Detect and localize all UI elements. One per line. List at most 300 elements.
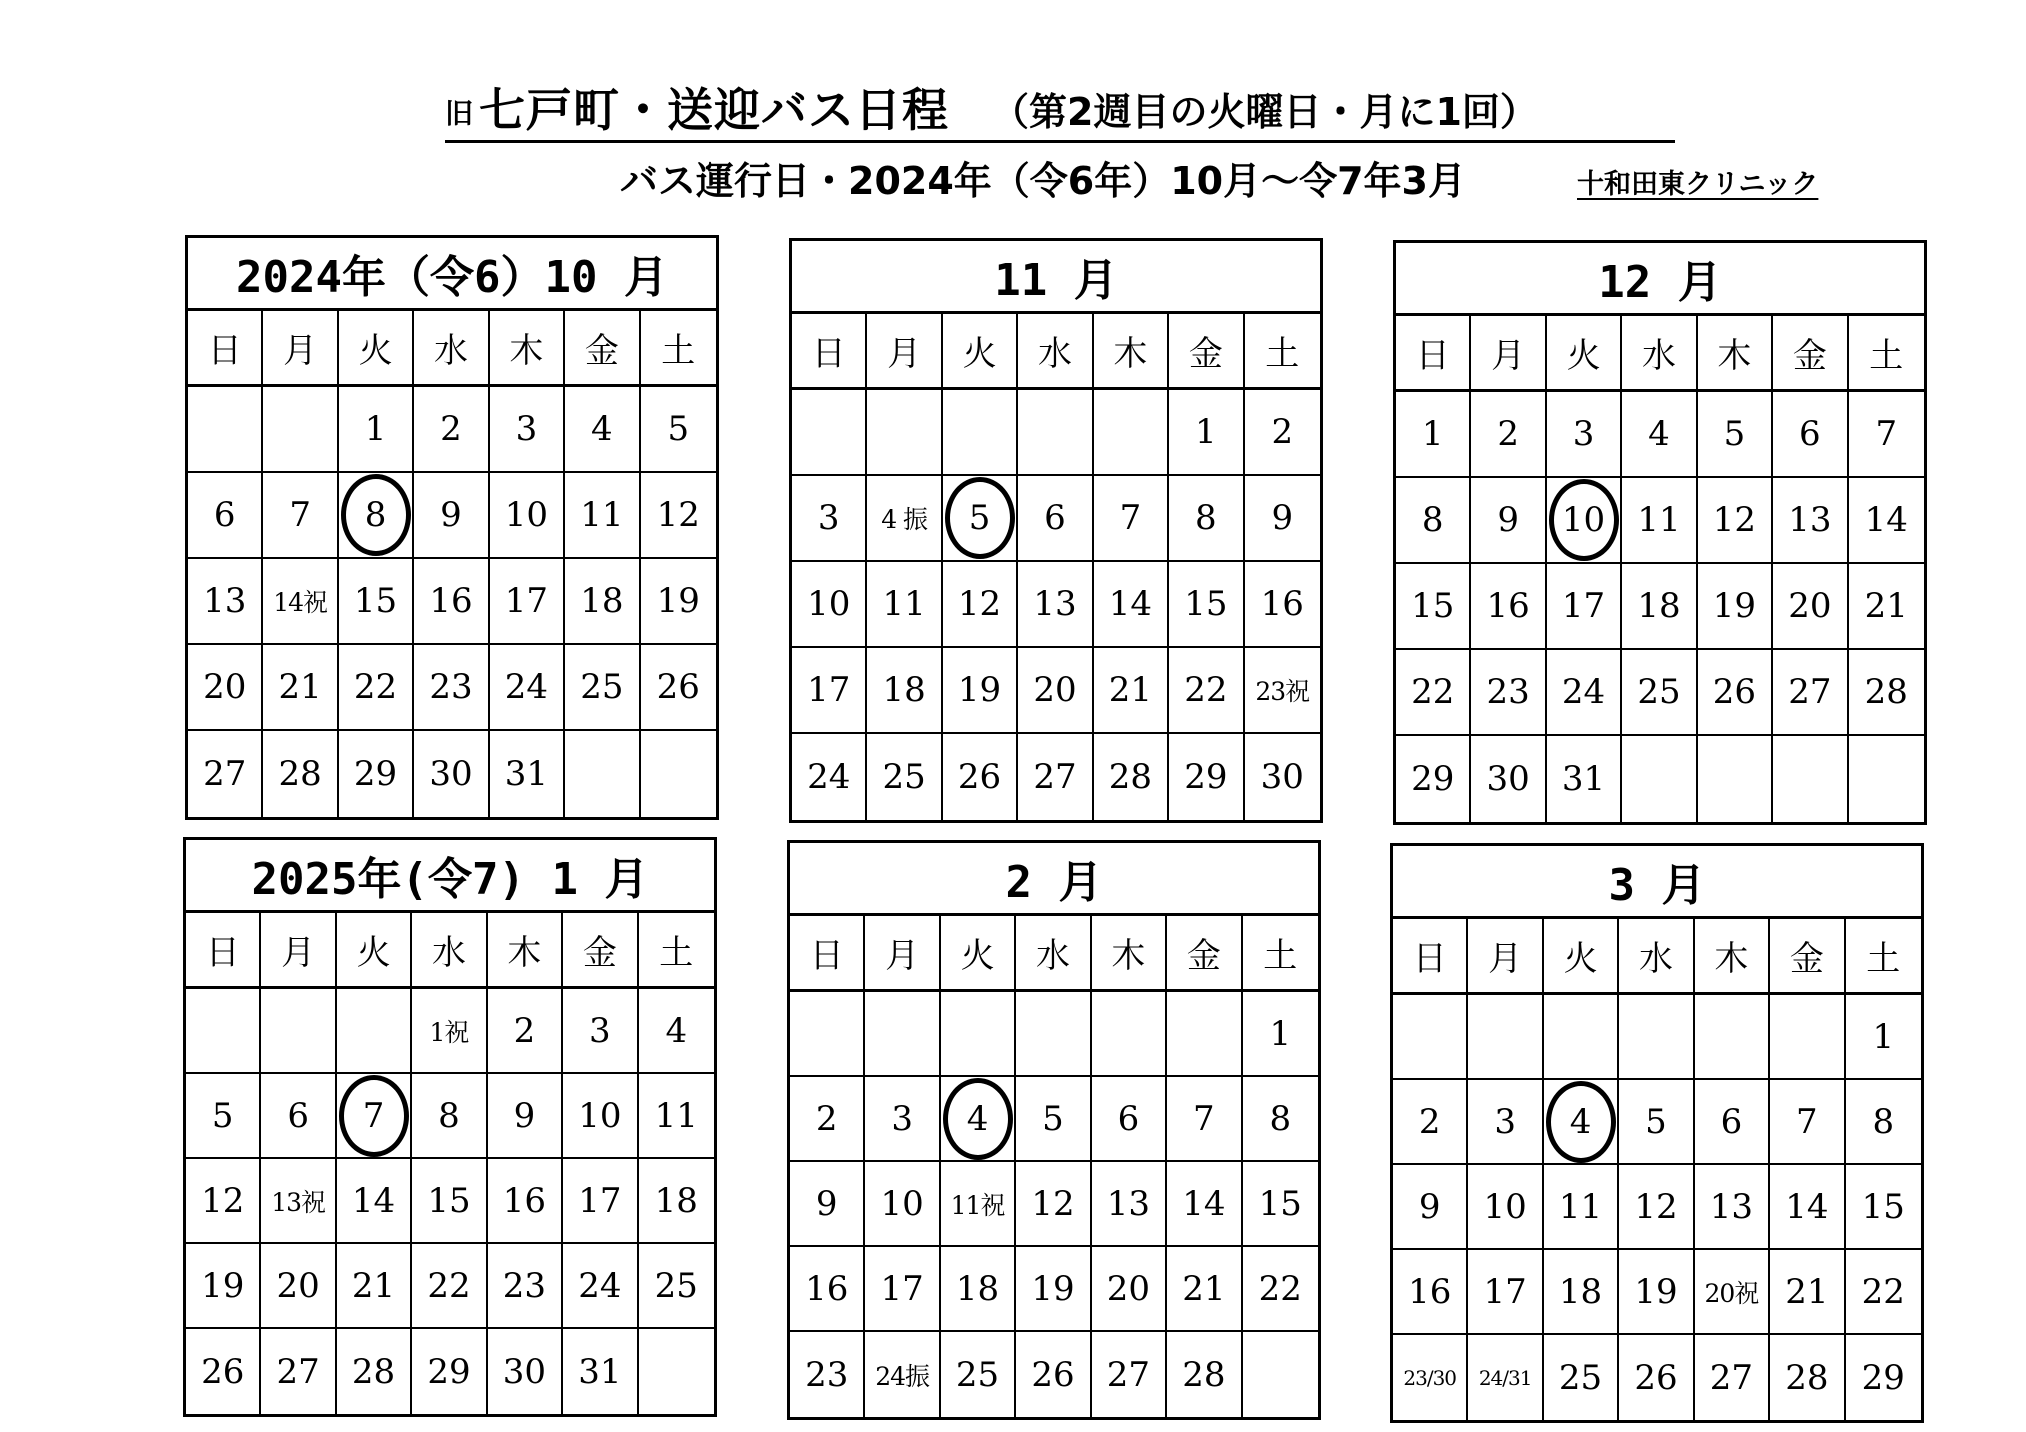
day-number: 19 [201, 1265, 245, 1306]
day-number: 29 [353, 754, 398, 794]
weekday-header: 月 [1468, 919, 1543, 995]
day-cell [1169, 562, 1244, 648]
day-number: 2 [440, 409, 462, 449]
day-cell [261, 1074, 336, 1159]
day-cell [565, 645, 640, 731]
day-number: 31 [504, 754, 549, 794]
day-cell [865, 1162, 940, 1247]
day-cell [1396, 650, 1471, 736]
day-cell [339, 645, 414, 731]
weekday-header: 土 [641, 311, 716, 387]
day-number: 23 [1486, 672, 1530, 712]
day-cell [414, 473, 489, 559]
day-number: 16 [1260, 584, 1304, 624]
day-cell [490, 731, 565, 817]
weekday-header: 月 [261, 913, 336, 989]
day-cell [1849, 650, 1924, 736]
day-cell [339, 731, 414, 817]
empty-day-cell [1773, 736, 1848, 822]
day-number: 27 [276, 1351, 320, 1392]
day-cell [1547, 564, 1622, 650]
day-number: 13 [1106, 1183, 1151, 1224]
empty-day-cell [186, 989, 261, 1074]
day-cell [414, 559, 489, 645]
empty-day-cell [865, 992, 940, 1077]
weekday-header: 火 [1547, 316, 1622, 392]
day-cell [563, 1074, 638, 1159]
schedule-title [445, 78, 1675, 143]
day-cell [339, 559, 414, 645]
day-number: 23 [502, 1265, 547, 1306]
empty-day-cell [1698, 736, 1773, 822]
bus-day-cell [339, 473, 414, 559]
day-number: 21 [1182, 1268, 1226, 1309]
day-cell [867, 562, 942, 648]
day-number: 4 [966, 1098, 989, 1139]
day-cell [1245, 648, 1320, 734]
day-number: 24 [807, 757, 851, 797]
title-prefix: 旧 [445, 97, 474, 130]
day-number: 8 [1195, 498, 1217, 538]
day-number: 1祝 [429, 1017, 469, 1047]
day-number: 12 [1634, 1186, 1678, 1227]
weekday-header: 水 [414, 311, 489, 387]
calendar-february [787, 840, 1321, 1420]
calendar-title: 2 月 [790, 843, 1318, 916]
day-cell [412, 1329, 487, 1414]
day-number: 9 [440, 495, 462, 535]
day-cell [1243, 1247, 1318, 1332]
day-number: 14 [351, 1180, 396, 1221]
day-number: 22 [1861, 1271, 1905, 1312]
day-cell [1243, 992, 1318, 1077]
day-cell [1243, 1162, 1318, 1247]
weekday-header: 火 [1544, 919, 1619, 995]
day-cell [1243, 1077, 1318, 1162]
day-cell [1622, 650, 1697, 736]
day-number: 12 [957, 584, 1002, 624]
day-cell [188, 559, 263, 645]
day-number: 13 [203, 581, 247, 621]
day-cell [565, 559, 640, 645]
day-cell [1245, 562, 1320, 648]
day-cell [1393, 1080, 1468, 1165]
day-cell [565, 387, 640, 473]
day-number: 7 [1875, 414, 1898, 454]
day-cell [1849, 478, 1924, 564]
day-cell [1167, 1077, 1242, 1162]
weekday-header: 月 [867, 314, 942, 390]
day-cell [563, 1159, 638, 1244]
day-cell [1018, 476, 1093, 562]
day-number: 21 [351, 1265, 396, 1306]
day-cell [1396, 478, 1471, 564]
day-number: 8 [1872, 1101, 1895, 1142]
empty-day-cell [1695, 995, 1770, 1080]
day-cell [488, 1074, 563, 1159]
day-number: 19 [656, 581, 700, 621]
day-number: 10 [1483, 1186, 1527, 1227]
day-cell [1471, 392, 1546, 478]
day-cell [337, 1159, 412, 1244]
day-cell [414, 731, 489, 817]
day-cell [1622, 478, 1697, 564]
calendar-title: 3 月 [1393, 846, 1921, 919]
day-cell [1471, 650, 1546, 736]
day-number: 28 [1864, 672, 1908, 712]
day-cell [490, 473, 565, 559]
day-number: 22 [1411, 672, 1455, 712]
day-number: 26 [201, 1351, 245, 1392]
day-cell [641, 559, 716, 645]
day-cell [1695, 1250, 1770, 1335]
day-cell [1245, 390, 1320, 476]
day-number: 2 [513, 1010, 536, 1051]
empty-day-cell [1243, 1332, 1318, 1417]
day-number: 1 [1269, 1013, 1292, 1054]
day-number: 28 [1108, 757, 1153, 797]
day-number: 17 [1483, 1271, 1527, 1312]
bus-day-cell [941, 1077, 1016, 1162]
weekday-header: 金 [565, 311, 640, 387]
day-number: 7 [1796, 1101, 1818, 1142]
day-number: 16 [1486, 586, 1530, 626]
day-number: 8 [1421, 500, 1444, 540]
day-cell [941, 1332, 1016, 1417]
day-number: 11 [580, 495, 624, 535]
day-number: 10 [504, 495, 549, 535]
day-cell [1770, 1250, 1845, 1335]
weekday-header: 水 [412, 913, 487, 989]
day-cell [641, 473, 716, 559]
day-cell [1849, 392, 1924, 478]
day-cell [188, 645, 263, 731]
day-cell [488, 989, 563, 1074]
day-number: 8 [438, 1095, 460, 1136]
day-number: 17 [880, 1268, 924, 1309]
day-number: 9 [1497, 500, 1519, 540]
day-number: 2 [1271, 412, 1294, 452]
day-number: 12 [1712, 500, 1757, 540]
day-cell [1169, 648, 1244, 734]
day-cell [1468, 1335, 1543, 1420]
day-number: 18 [580, 581, 624, 621]
day-number: 2 [1418, 1101, 1441, 1142]
day-number: 3 [1572, 414, 1595, 454]
day-number: 21 [1864, 586, 1908, 626]
empty-day-cell [1393, 995, 1468, 1080]
day-number: 24 [504, 667, 549, 707]
day-number: 28 [278, 754, 322, 794]
bus-day-cell [337, 1074, 412, 1159]
day-number: 20 [203, 667, 247, 707]
weekday-header: 水 [1622, 316, 1697, 392]
day-cell [1547, 392, 1622, 478]
weekday-header: 木 [1092, 916, 1167, 992]
day-number: 13 [1788, 500, 1832, 540]
day-cell [1094, 562, 1169, 648]
day-number: 27 [203, 754, 247, 794]
day-number: 18 [955, 1268, 1000, 1309]
day-number: 2 [815, 1098, 838, 1139]
calendar-grid [792, 314, 1320, 820]
day-cell [1092, 1332, 1167, 1417]
day-number: 29 [1184, 757, 1228, 797]
weekday-header: 木 [1698, 316, 1773, 392]
day-number: 20祝 [1704, 1278, 1759, 1308]
day-cell [1094, 476, 1169, 562]
weekday-header: 木 [490, 311, 565, 387]
weekday-header: 月 [263, 311, 338, 387]
day-cell [1018, 648, 1093, 734]
weekday-header: 水 [1018, 314, 1093, 390]
day-cell [1695, 1080, 1770, 1165]
day-number: 20 [276, 1265, 320, 1306]
day-cell [867, 734, 942, 820]
empty-day-cell [337, 989, 412, 1074]
calendar-title: 2024年（令6）10 月 [188, 238, 716, 311]
day-number: 30 [502, 1351, 547, 1392]
calendar-grid [186, 913, 714, 1414]
day-number: 25 [1637, 672, 1681, 712]
day-number: 5 [1723, 414, 1746, 454]
day-cell [1770, 1335, 1845, 1420]
day-number: 30 [1486, 759, 1530, 799]
day-number: 17 [1561, 586, 1606, 626]
day-number: 12 [656, 495, 700, 535]
day-number: 27 [1709, 1357, 1754, 1398]
weekday-header: 土 [1849, 316, 1924, 392]
day-cell [1619, 1080, 1694, 1165]
day-number: 7 [289, 495, 311, 535]
day-cell [941, 1162, 1016, 1247]
day-number: 9 [1271, 498, 1294, 538]
empty-day-cell [1167, 992, 1242, 1077]
day-number: 12 [1031, 1183, 1075, 1224]
weekday-header: 土 [639, 913, 714, 989]
day-cell [1773, 564, 1848, 650]
day-cell [490, 559, 565, 645]
calendar-grid [790, 916, 1318, 1417]
day-cell [1396, 392, 1471, 478]
empty-day-cell [1094, 390, 1169, 476]
day-number: 9 [1418, 1186, 1441, 1227]
day-cell [1547, 736, 1622, 822]
day-cell [1846, 1080, 1921, 1165]
day-number: 16 [1408, 1271, 1452, 1312]
day-number: 19 [1031, 1268, 1075, 1309]
day-cell [1471, 478, 1546, 564]
weekday-header: 木 [1094, 314, 1169, 390]
day-cell [1245, 476, 1320, 562]
day-cell [1167, 1247, 1242, 1332]
day-number: 10 [1561, 500, 1606, 540]
day-number: 27 [1788, 672, 1832, 712]
day-number: 9 [513, 1095, 536, 1136]
day-number: 18 [654, 1180, 698, 1221]
day-number: 6 [1117, 1098, 1140, 1139]
day-number: 3 [817, 498, 840, 538]
day-cell [488, 1244, 563, 1329]
day-cell [1016, 1332, 1091, 1417]
day-number: 28 [1182, 1354, 1226, 1395]
day-cell [261, 1244, 336, 1329]
day-number: 14 [1182, 1183, 1226, 1224]
day-number: 9 [815, 1183, 838, 1224]
weekday-header: 月 [1471, 316, 1546, 392]
day-cell [1018, 734, 1093, 820]
day-cell [1698, 478, 1773, 564]
day-number: 24/31 [1478, 1365, 1532, 1390]
day-cell [1846, 1335, 1921, 1420]
day-cell [1016, 1247, 1091, 1332]
day-number: 22 [353, 667, 398, 707]
day-number: 22 [427, 1265, 471, 1306]
day-number: 25 [654, 1265, 698, 1306]
day-number: 17 [578, 1180, 622, 1221]
day-number: 5 [1645, 1101, 1667, 1142]
day-cell [1169, 476, 1244, 562]
day-cell [1094, 648, 1169, 734]
day-number: 6 [1799, 414, 1821, 454]
weekday-header: 火 [943, 314, 1018, 390]
day-cell [639, 1244, 714, 1329]
day-number: 27 [1033, 757, 1077, 797]
empty-day-cell [941, 992, 1016, 1077]
day-number: 15 [1861, 1186, 1905, 1227]
day-number: 18 [1637, 586, 1681, 626]
day-number: 4 [665, 1010, 688, 1051]
empty-day-cell [1849, 736, 1924, 822]
day-number: 10 [880, 1183, 924, 1224]
day-number: 29 [1411, 759, 1455, 799]
calendar-title: 12 月 [1396, 243, 1924, 316]
day-cell [792, 476, 867, 562]
clinic-name: 十和田東クリニック [1577, 169, 1819, 200]
day-number: 24 [578, 1265, 622, 1306]
day-number: 18 [882, 670, 926, 710]
empty-day-cell [1619, 995, 1694, 1080]
day-number: 27 [1106, 1354, 1151, 1395]
day-cell [186, 1074, 261, 1159]
day-cell [1773, 478, 1848, 564]
day-number: 20 [1106, 1268, 1151, 1309]
empty-day-cell [1016, 992, 1091, 1077]
day-cell [1167, 1332, 1242, 1417]
day-number: 12 [201, 1180, 245, 1221]
day-number: 6 [1720, 1101, 1743, 1142]
day-cell [1698, 564, 1773, 650]
day-cell [1396, 564, 1471, 650]
day-number: 23 [805, 1354, 849, 1395]
weekday-header: 土 [1243, 916, 1318, 992]
day-number: 19 [957, 670, 1002, 710]
day-number: 11 [1558, 1186, 1603, 1227]
day-cell [1016, 1077, 1091, 1162]
day-cell [790, 1162, 865, 1247]
day-number: 4 振 [881, 505, 928, 534]
day-cell [263, 731, 338, 817]
day-cell [1468, 1250, 1543, 1335]
day-number: 8 [1269, 1098, 1292, 1139]
day-cell [1698, 392, 1773, 478]
weekday-header: 木 [1695, 919, 1770, 995]
day-number: 24 [1561, 672, 1606, 712]
day-cell [1468, 1080, 1543, 1165]
day-cell [188, 731, 263, 817]
day-number: 26 [957, 757, 1002, 797]
empty-day-cell [1544, 995, 1619, 1080]
day-number: 6 [1044, 498, 1066, 538]
day-cell [1695, 1335, 1770, 1420]
calendar-december [1393, 240, 1927, 825]
day-number: 7 [1119, 498, 1142, 538]
bus-day-cell [1547, 478, 1622, 564]
day-number: 1 [364, 409, 387, 449]
day-number: 26 [1712, 672, 1757, 712]
day-number: 25 [882, 757, 926, 797]
day-number: 30 [1260, 757, 1304, 797]
day-number: 3 [589, 1010, 611, 1051]
day-cell [261, 1159, 336, 1244]
day-number: 22 [1258, 1268, 1302, 1309]
day-cell [1846, 1250, 1921, 1335]
day-cell [1169, 734, 1244, 820]
day-number: 10 [578, 1095, 622, 1136]
day-number: 14祝 [273, 588, 328, 617]
day-number: 29 [427, 1351, 471, 1392]
weekday-header: 火 [337, 913, 412, 989]
day-number: 26 [1634, 1357, 1678, 1398]
day-cell [414, 645, 489, 731]
day-number: 17 [807, 670, 851, 710]
day-number: 28 [1785, 1357, 1829, 1398]
day-cell [563, 989, 638, 1074]
day-number: 31 [578, 1351, 622, 1392]
day-cell [865, 1332, 940, 1417]
calendar-march [1390, 843, 1924, 1423]
day-cell [867, 476, 942, 562]
day-number: 26 [1031, 1354, 1075, 1395]
empty-day-cell [565, 731, 640, 817]
empty-day-cell [867, 390, 942, 476]
day-cell [1245, 734, 1320, 820]
day-number: 24振 [875, 1361, 930, 1391]
day-cell [1016, 1162, 1091, 1247]
day-cell [1773, 392, 1848, 478]
day-number: 31 [1561, 759, 1606, 799]
weekday-header: 金 [1773, 316, 1848, 392]
day-number: 3 [891, 1098, 913, 1139]
empty-day-cell [943, 390, 1018, 476]
day-number: 4 [591, 409, 613, 449]
day-cell [792, 734, 867, 820]
day-cell [412, 1244, 487, 1329]
day-number: 29 [1861, 1357, 1905, 1398]
weekday-header: 土 [1846, 919, 1921, 995]
day-cell [263, 559, 338, 645]
weekday-header: 土 [1245, 314, 1320, 390]
weekday-header: 木 [488, 913, 563, 989]
day-number: 6 [287, 1095, 309, 1136]
day-cell [1396, 736, 1471, 822]
day-number: 25 [1558, 1357, 1603, 1398]
calendar-grid [188, 311, 716, 817]
day-number: 22 [1184, 670, 1228, 710]
day-cell [792, 648, 867, 734]
weekday-header: 水 [1619, 919, 1694, 995]
day-number: 11祝 [950, 1190, 1005, 1220]
